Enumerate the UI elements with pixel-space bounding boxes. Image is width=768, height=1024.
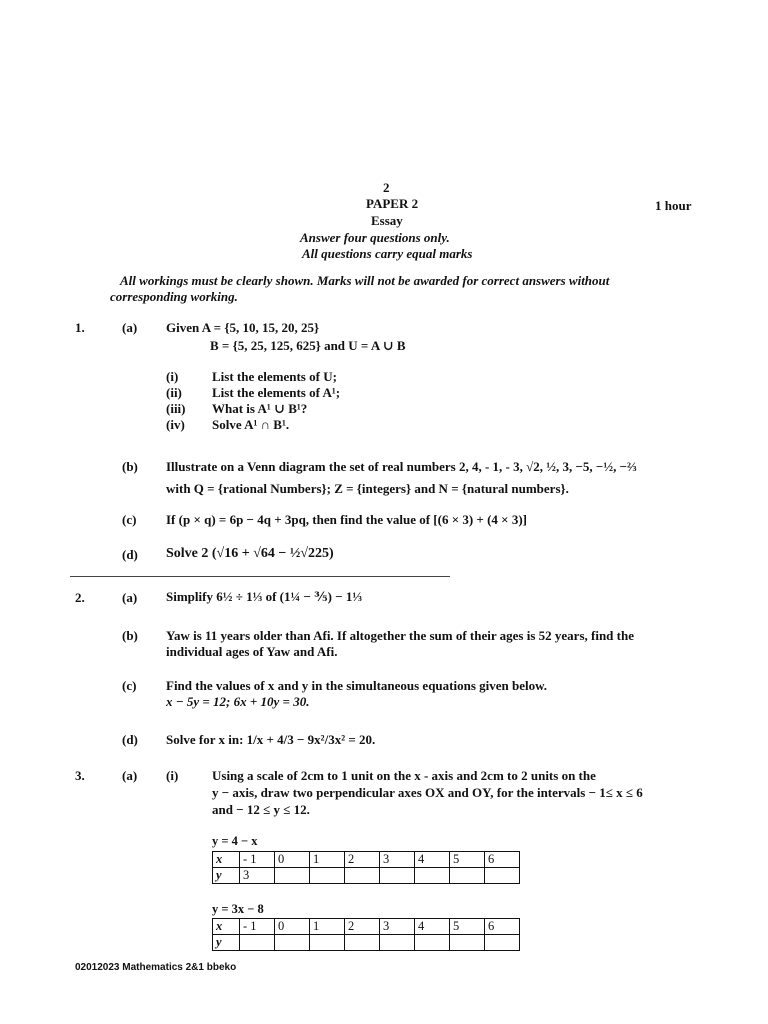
q3-line3: and − 12 ≤ y ≤ 12. [212, 802, 310, 817]
section-divider [70, 576, 450, 577]
table2-x-cell: 6 [485, 919, 520, 935]
table2-y-label: y [213, 935, 240, 951]
q1a-line1: Given A = {5, 10, 15, 20, 25} [166, 320, 320, 335]
q1a-iii-label: (iii) [166, 401, 186, 416]
q3a-label: (a) [122, 768, 138, 783]
q1c-text: If (p × q) = 6p − 4q + 3pq, then find the value of [(6 × 3) + (4 × 3)] [166, 512, 527, 527]
table1-y-cell [275, 868, 310, 884]
table2-x-label: x [213, 919, 240, 935]
table1-y-row [213, 868, 520, 884]
q1b-label: (b) [122, 459, 138, 474]
table2-y-cell [415, 935, 450, 951]
q2b-line2: individual ages of Yaw and Afi. [166, 644, 338, 659]
q1a-label: (a) [122, 320, 138, 335]
table1-y-cell [415, 868, 450, 884]
table1-x-cell: 0 [275, 852, 310, 868]
q1d-label: (d) [122, 547, 138, 562]
table2-x-cell: 0 [275, 919, 310, 935]
q1c-label: (c) [122, 512, 137, 527]
table2-y-row [213, 935, 520, 951]
q1a-i-label: (i) [166, 369, 179, 384]
q2c-line1: Find the values of x and y in the simultaneous equations given below. [166, 678, 548, 693]
table1-x-cell: 2 [345, 852, 380, 868]
table1-y-cell: 3 [240, 868, 275, 884]
q1b-line1: Illustrate on a Venn diagram the set of real numbers 2, 4, - 1, - 3, √2, ½, 3, −5, −½, −⅔ [166, 459, 637, 474]
q1a-iii-text: What is A¹ ∪ B¹? [212, 401, 308, 416]
q1a-ii-text: List the elements of A¹; [212, 385, 341, 400]
table1-x-cell: 4 [415, 852, 450, 868]
table2-y-cell [310, 935, 345, 951]
q2-number: 2. [75, 590, 85, 605]
table2-x-cell: 4 [415, 919, 450, 935]
table1-y-cell [310, 868, 345, 884]
q1a-iv-label: (iv) [166, 417, 185, 432]
table2-y-cell [450, 935, 485, 951]
workings-note-2: corresponding working. [110, 289, 238, 304]
table2-y-cell [485, 935, 520, 951]
q2d-label: (d) [122, 732, 138, 747]
table2-x-cell: 5 [450, 919, 485, 935]
table1-x-cell: 3 [380, 852, 415, 868]
instruction-1: Answer four questions only. [300, 230, 450, 245]
q1a-iv-text: Solve A¹ ∩ B¹. [212, 417, 290, 432]
q2b-line1: Yaw is 11 years older than Afi. If altogether the sum of their ages is 52 years, find the [166, 628, 634, 643]
table2-caption: y = 3x − 8 [212, 902, 264, 916]
q1-number: 1. [75, 320, 85, 335]
table1-y-cell [450, 868, 485, 884]
table2 [212, 918, 520, 951]
page-number: 2 [383, 180, 390, 195]
footer-code: 02012023 Mathematics 2&1 bbeko [75, 962, 237, 973]
table1-x-label: x [213, 852, 240, 868]
q1a-line2: B = {5, 25, 125, 625} and U = A ∪ B [210, 338, 406, 353]
table2-y-cell [275, 935, 310, 951]
q1d-text: Solve 2 (√16 + √64 − ½√225) [166, 546, 334, 561]
q2c-label: (c) [122, 678, 137, 693]
q2a-label: (a) [122, 590, 138, 605]
duration: 1 hour [655, 198, 692, 213]
q1b-line2: with Q = {rational Numbers}; Z = {integers} and N = {natural numbers}. [166, 481, 569, 496]
q3-number: 3. [75, 768, 85, 783]
table1-caption: y = 4 − x [212, 834, 258, 848]
table2-x-cell: 2 [345, 919, 380, 935]
table1-x-cell: 1 [310, 852, 345, 868]
table1-y-cell [380, 868, 415, 884]
q1a-i-text: List the elements of U; [212, 369, 337, 384]
q3-line1: Using a scale of 2cm to 1 unit on the x - axis and 2cm to 2 units on the [212, 768, 596, 783]
table1-y-cell [485, 868, 520, 884]
paper-title: PAPER 2 [366, 196, 419, 211]
q3a-i-label: (i) [166, 768, 179, 783]
table2-y-cell [240, 935, 275, 951]
q3-line2: y − axis, draw two perpendicular axes OX and OY, for the intervals − 1≤ x ≤ 6 [212, 785, 643, 800]
paper-type: Essay [371, 213, 403, 228]
table1-x-row [213, 852, 520, 868]
table1-y-cell [345, 868, 380, 884]
q1a-ii-label: (ii) [166, 385, 182, 400]
q2a-text: Simplify 6½ ÷ 1⅓ of (1¼ − ⅗) − 1⅓ [166, 589, 363, 604]
table1-x-cell: - 1 [240, 852, 275, 868]
table1 [212, 851, 520, 884]
table1-x-cell: 5 [450, 852, 485, 868]
table2-y-cell [380, 935, 415, 951]
q2b-label: (b) [122, 628, 138, 643]
table1-y-label: y [213, 868, 240, 884]
q2d-text: Solve for x in: 1/x + 4/3 − 9x²/3x² = 20. [166, 732, 376, 747]
table2-x-cell: 3 [380, 919, 415, 935]
table2-x-row [213, 919, 520, 935]
q2c-line2: x − 5y = 12; 6x + 10y = 30. [166, 694, 310, 709]
table2-y-cell [345, 935, 380, 951]
workings-note: All workings must be clearly shown. Marks will not be awarded for correct answers without [120, 273, 610, 288]
table2-x-cell: - 1 [240, 919, 275, 935]
table1-x-cell: 6 [485, 852, 520, 868]
table2-x-cell: 1 [310, 919, 345, 935]
instruction-2: All questions carry equal marks [302, 246, 473, 261]
